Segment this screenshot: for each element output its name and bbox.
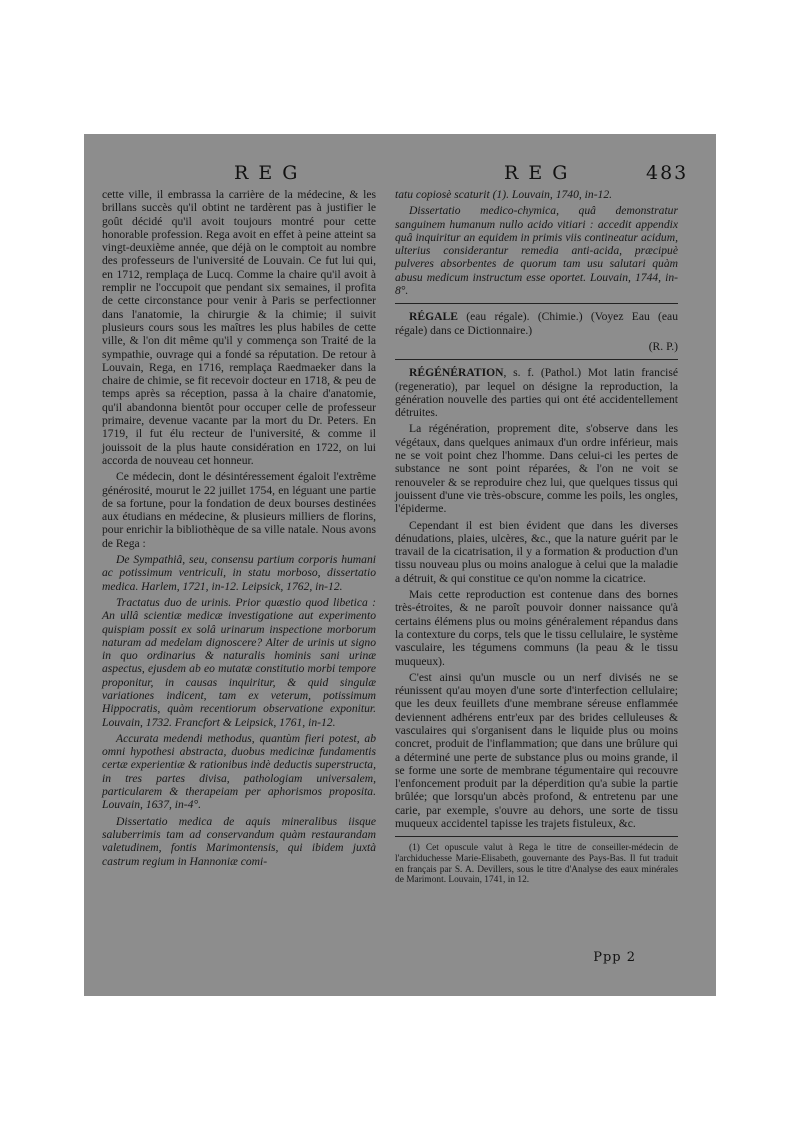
paragraph: cette ville, il embrassa la carrière de la médecine, & les brillans succès qu'il obtint ne tardèrent pas à justifier le goût décidé qu'il avoit toujours montré pour cette honorable profession. Rega avoit en effet à peine atteint sa vingt-deuxième année, que déjà on le comptoit au nombre des professeurs de l'université de Louvain. Ce fut lui qui, en 1712, remplaça de Lucq. Comme la chaire qu'il avoit à remplir ne l'occupoit que pendant six semaines, il profita de cette circonstance pour venir à Paris se perfectionner dans l'anatomie, la chirurgie & la chimie; il suivit plusieurs cours sous les maîtres les plus habiles de cette ville, & l'on dit même qu'il y commença son Traité de la sympathie, ouvrage qui a fondé sa réputation. De retour à Louvain, Rega, en 1716, remplaça Raedmaeker dans la chaire de chimie, se fit recevoir docteur en 1718, & peu de temps après sa réception, passa à la chaire d'anatomie, qu'il abandonna bientôt pour occuper celle de professeur primaire, devenue vacante par la mort du Dr. Peters. En 1719, il fut élu recteur de l'université, & comme il jouissoit de la plus haute considération en 1722, on lui accorda de nouveau cet honneur. bbox=[102, 188, 376, 467]
signature-mark: Ppp 2 bbox=[593, 950, 636, 965]
separator bbox=[395, 303, 678, 304]
entry-title: RÉGALE bbox=[409, 310, 458, 324]
separator bbox=[395, 359, 678, 360]
paragraph: Ce médecin, dont le désintéressement égaloit l'extrême générosité, mourut le 22 juillet 1754, en léguant une partie de sa fortune, pour la fondation de deux bourses destinées aux étudians en médecine, & plusieurs milliers de florins, pour enrichir la bibliothèque de sa ville natale. Nous avons de Rega : bbox=[102, 470, 376, 550]
paragraph: Mais cette reproduction est contenue dans des bornes très-étroites, & ne paroît pouvoir donner naissance qu'à certains élémens plus ou moins généralement répandus dans la contexture du corps, tels que le tissu cellulaire, le système vasculaire, les tégumens communs (la peau & le tissu muqueux). bbox=[395, 588, 678, 668]
running-head-left: R E G bbox=[234, 162, 300, 184]
bibliography-entry: Accurata medendi methodus, quantùm fieri potest, ab omni hypothesi abstracta, duobus medicinæ fundamentis certæ experientiæ & rationibus indè deductis superstructa, in tres partes divisa, pathologiam universalem, particularem & therapeiam per aphorismos proposita. Louvain, 1637, in-4°. bbox=[102, 731, 376, 812]
page-number: 483 bbox=[646, 162, 689, 184]
bibliography-entry: Dissertatio medica de aquis mineralibus iisque saluberrimis tam ad conservandum quàm restaurandam valetudinem, fontis Marimontensis, qui ibidem juxtà castrum regium in Hannoniæ comi- bbox=[102, 814, 376, 868]
bibliography-continuation: tatu copiosè scaturit (1). Louvain, 1740, in-12. bbox=[395, 188, 613, 201]
running-head-center: R E G bbox=[504, 162, 570, 184]
paragraph: C'est ainsi qu'un muscle ou un nerf divisés ne se réunissent qu'au moyen d'une sorte d'interfection cellulaire; que les deux feuillets d'une membrane séreuse enflammée deviennent adhérens entr'eux par des brides celluleuses & vasculaires qui s'organisent dans le liquide plus ou moins concret, produit de l'inflammation; que dans une brûlure qui a déterminé une perte de substance plus ou moins grande, il se forme une sorte de membrane tégumentaire qui recouvre l'enfoncement produit par la déperdition qu'a subie la partie brûlée; que lorsqu'un abcès profond, & entretenu par une carie, par exemple, s'ouvre au dehors, une sorte de tissu muqueux accidentel tapisse les trajets fistuleux, &c. bbox=[395, 670, 678, 831]
footnote: (1) Cet opuscule valut à Rega le titre de conseiller-médecin de l'archiduchesse Marie-Elisabeth, gouvernante des Pays-Bas. Il fut traduit en français par S. A. Devillers, sous le titre d'Analyse des eaux minérales de Marimont. Louvain, 1741, in 12. bbox=[395, 843, 678, 886]
entry-title: RÉGÉNÉRATION bbox=[409, 366, 504, 380]
entry-text: (eau régale). (Chimie.) (Voyez Eau (eau régale) dans ce Dictionnaire.) bbox=[395, 310, 678, 337]
paragraph: Cependant il est bien évident que dans les diverses dénudations, plaies, ulcères, &c., que la nature guérit par le travail de la cicatrisation, il y a formation & production d'un tissu nouveau plus ou moins analogue à celui que la maladie a détruit, & qui constitue ce qu'on nomme la cicatrice. bbox=[395, 518, 678, 585]
paragraph: La régénération, proprement dite, s'observe dans les végétaux, dans quelques animaux d'un ordre inférieur, mais ne se voit point chez l'homme. Dans celui-ci les pertes de substance ne sont point réparées, & l'on ne voit se renouveler & se reproduire chez lui, que quelques tissus qui jouissent d'une vie très-obscure, comme les poils, les ongles, l'épiderme. bbox=[395, 422, 678, 516]
entry-regale bbox=[395, 310, 678, 337]
bibliography-entry: De Sympathiâ, seu, consensu partium corporis humani ac potissimum ventriculi, in statu morboso, dissertatio medica. Harlem, 1721, in-12. Leipsick, 1762, in-12. bbox=[102, 553, 376, 593]
left-column bbox=[102, 188, 376, 871]
bibliography-entry: Dissertatio medico-chymica, quâ demonstratur sanguinem humanum nullo acido vitiari : accedit appendix quâ inquiritur an equidem in primis viis contineatur acidum, ulterius considerantur remedia anti-acida, præcipuè pulveres absorbentes de quorum tam usu salutari quàm abusu medicum instructum esse oportet. Louvain, 1744, in-8°. bbox=[395, 204, 678, 298]
entry-regeneration bbox=[395, 366, 678, 419]
scanned-page bbox=[84, 134, 716, 996]
bibliography-entry: Tractatus duo de urinis. Prior quæstio quod libetica : An ullâ scientiæ medicæ investigatione aut experimento quispiam possit ex solâ urinarum inspectione morborum naturam ad medelam dignoscere? Alter de urinis ut signo in quo ordinarius & naturalis hominis sani urinæ aspectus, ejusdem ab eo mutatæ constitutio morbi tempore proponitur, in causas inquiritur, & quid singulæ variationes indicent, tam ex veterum, potissimum Hippocratis, quàm recentiorum observatione exponitur. Louvain, 1732. Francfort & Leipsick, 1761, in-12. bbox=[102, 595, 376, 729]
author-signature: (R. P.) bbox=[648, 339, 678, 353]
footnote-rule bbox=[395, 836, 678, 837]
entry-text: , s. f. (Pathol.) Mot latin francisé (regeneratio), par lequel on désigne la reproduction, la génération nouvelle des parties qui ont été accidentellement détruites. bbox=[395, 366, 678, 420]
right-column bbox=[395, 188, 678, 889]
